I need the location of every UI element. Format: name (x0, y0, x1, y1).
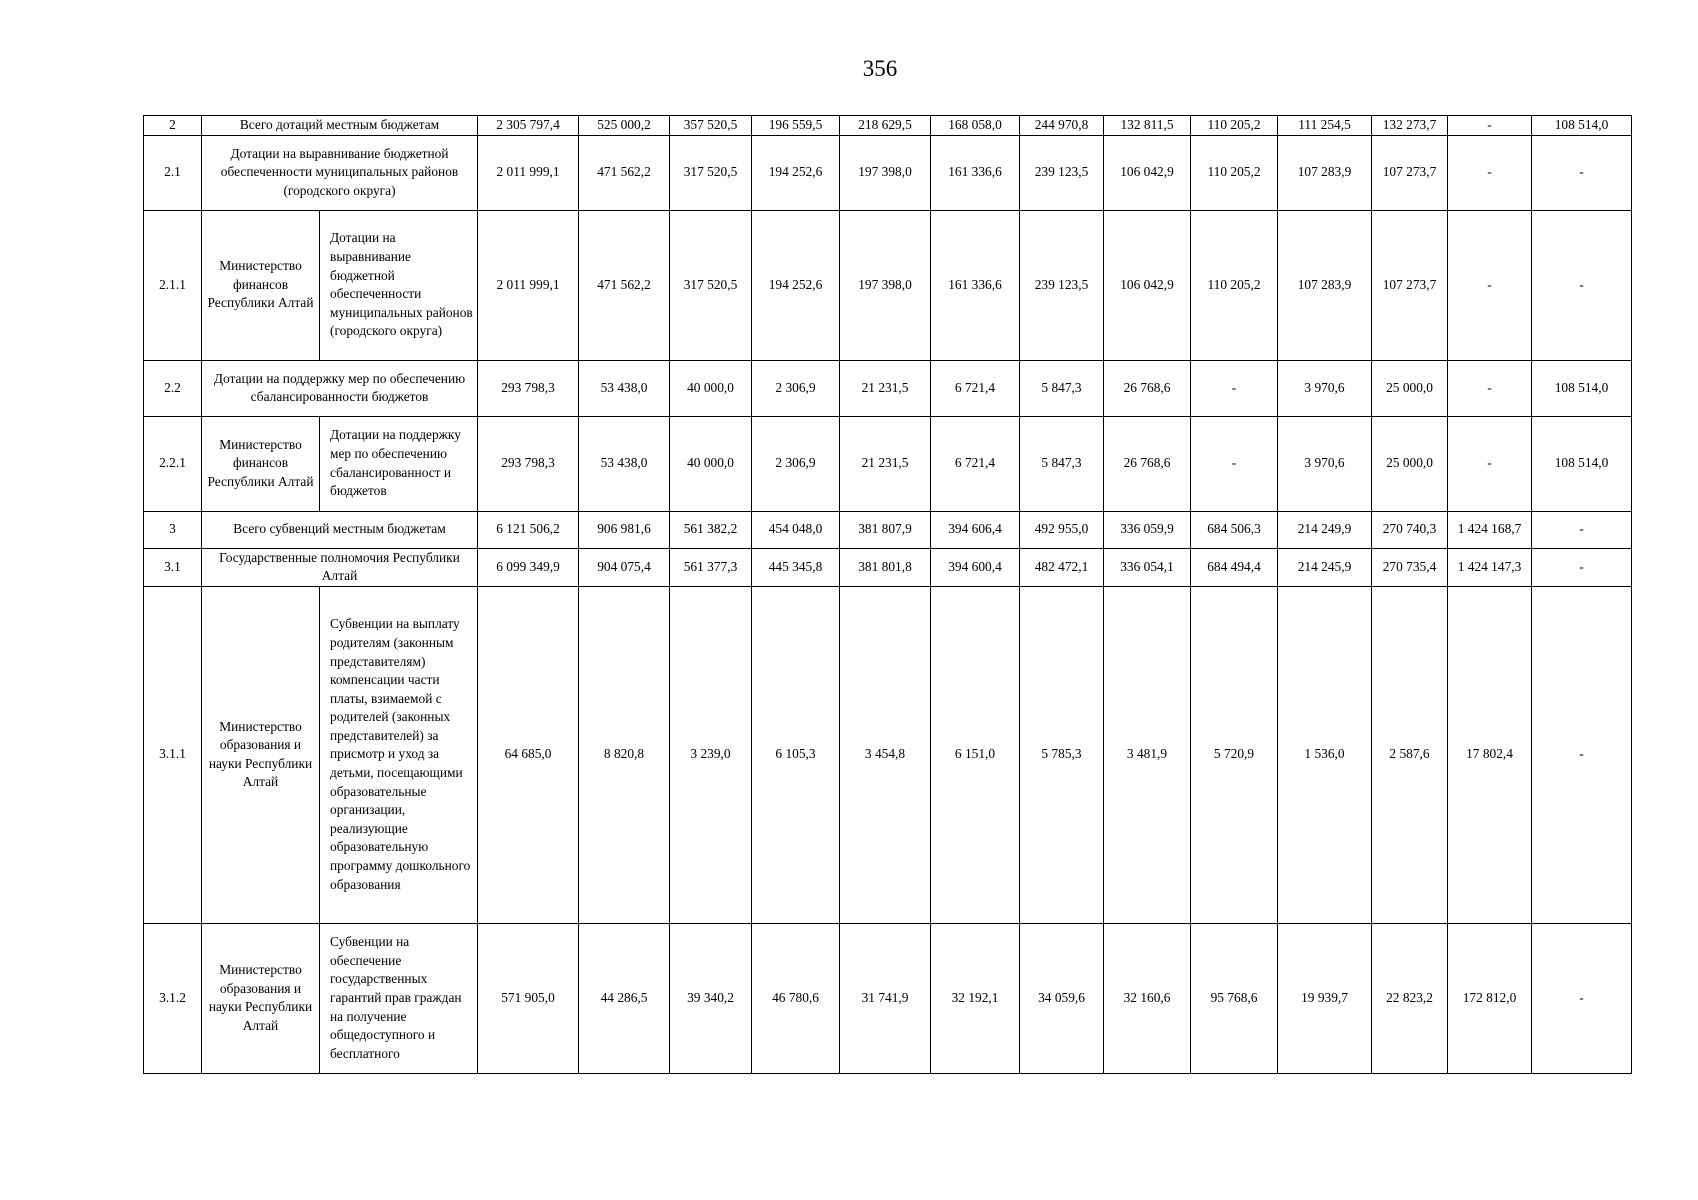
row-code: 2.1.1 (144, 210, 202, 360)
value-cell: 44 286,5 (579, 923, 670, 1073)
value-cell: 26 768,6 (1104, 416, 1191, 511)
value-cell: 1 424 168,7 (1448, 511, 1532, 548)
value-cell: 107 273,7 (1372, 135, 1448, 210)
value-cell: 3 239,0 (670, 586, 752, 923)
row-name: Дотации на поддержку мер по обеспечению сбалансированности бюджетов (202, 360, 478, 416)
value-cell: 108 514,0 (1532, 416, 1632, 511)
table-row (144, 416, 1632, 511)
table-row (144, 586, 1632, 923)
value-cell: 218 629,5 (840, 116, 931, 136)
row-name: Субвенции на обеспечение государственных гарантий прав граждан на получение общедоступного и бесплатного (320, 923, 478, 1073)
value-cell: 31 741,9 (840, 923, 931, 1073)
value-cell: - (1448, 210, 1532, 360)
value-cell: 293 798,3 (478, 360, 579, 416)
value-cell: 3 481,9 (1104, 586, 1191, 923)
table-row (144, 116, 1632, 136)
value-cell: 106 042,9 (1104, 210, 1191, 360)
page-number: 356 (862, 56, 898, 81)
row-name: Государственные полномочия Республики Алтай (202, 548, 478, 586)
value-cell: 471 562,2 (579, 210, 670, 360)
value-cell: 111 254,5 (1278, 116, 1372, 136)
value-cell: 6 105,3 (752, 586, 840, 923)
value-cell: 34 059,6 (1020, 923, 1104, 1073)
value-cell: 239 123,5 (1020, 135, 1104, 210)
value-cell: 110 205,2 (1191, 116, 1278, 136)
row-name: Всего дотаций местным бюджетам (202, 116, 478, 136)
value-cell: 6 721,4 (931, 360, 1020, 416)
value-cell: 293 798,3 (478, 416, 579, 511)
value-cell: 561 377,3 (670, 548, 752, 586)
row-code: 2.1 (144, 135, 202, 210)
value-cell: - (1448, 416, 1532, 511)
value-cell: 110 205,2 (1191, 135, 1278, 210)
value-cell: 46 780,6 (752, 923, 840, 1073)
value-cell: - (1448, 116, 1532, 136)
table-row (144, 923, 1632, 1073)
value-cell: 25 000,0 (1372, 360, 1448, 416)
value-cell: 2 305 797,4 (478, 116, 579, 136)
value-cell: 19 939,7 (1278, 923, 1372, 1073)
value-cell: - (1191, 360, 1278, 416)
value-cell: 454 048,0 (752, 511, 840, 548)
value-cell: - (1448, 135, 1532, 210)
value-cell: 492 955,0 (1020, 511, 1104, 548)
table-row (144, 548, 1632, 586)
value-cell: 904 075,4 (579, 548, 670, 586)
value-cell: 3 970,6 (1278, 360, 1372, 416)
row-name: Дотации на поддержку мер по обеспечению сбалансированност и бюджетов (320, 416, 478, 511)
row-code: 2.2 (144, 360, 202, 416)
value-cell: 394 606,4 (931, 511, 1020, 548)
value-cell: 2 011 999,1 (478, 210, 579, 360)
value-cell: - (1191, 416, 1278, 511)
value-cell: 32 192,1 (931, 923, 1020, 1073)
value-cell: 2 306,9 (752, 416, 840, 511)
value-cell: 6 099 349,9 (478, 548, 579, 586)
value-cell: 107 283,9 (1278, 210, 1372, 360)
value-cell: 5 847,3 (1020, 360, 1104, 416)
table-row (144, 210, 1632, 360)
value-cell: 21 231,5 (840, 360, 931, 416)
value-cell: 445 345,8 (752, 548, 840, 586)
row-code: 3 (144, 511, 202, 548)
value-cell: 8 820,8 (579, 586, 670, 923)
value-cell: 471 562,2 (579, 135, 670, 210)
value-cell: 194 252,6 (752, 210, 840, 360)
value-cell: 17 802,4 (1448, 586, 1532, 923)
value-cell: 561 382,2 (670, 511, 752, 548)
value-cell: 2 587,6 (1372, 586, 1448, 923)
value-cell: 32 160,6 (1104, 923, 1191, 1073)
row-code: 3.1.1 (144, 586, 202, 923)
value-cell: 5 785,3 (1020, 586, 1104, 923)
row-code: 3.1.2 (144, 923, 202, 1073)
row-ministry: Министерство образования и науки Республики Алтай (202, 586, 320, 923)
value-cell: - (1532, 135, 1632, 210)
value-cell: 196 559,5 (752, 116, 840, 136)
value-cell: 197 398,0 (840, 210, 931, 360)
row-code: 2.2.1 (144, 416, 202, 511)
value-cell: 108 514,0 (1532, 360, 1632, 416)
value-cell: 3 454,8 (840, 586, 931, 923)
row-name: Всего субвенций местным бюджетам (202, 511, 478, 548)
value-cell: 381 807,9 (840, 511, 931, 548)
value-cell: 110 205,2 (1191, 210, 1278, 360)
value-cell: 270 735,4 (1372, 548, 1448, 586)
value-cell: 107 273,7 (1372, 210, 1448, 360)
value-cell: 906 981,6 (579, 511, 670, 548)
value-cell: 214 245,9 (1278, 548, 1372, 586)
value-cell: 5 720,9 (1191, 586, 1278, 923)
value-cell: 53 438,0 (579, 360, 670, 416)
value-cell: 26 768,6 (1104, 360, 1191, 416)
value-cell: 2 011 999,1 (478, 135, 579, 210)
value-cell: 214 249,9 (1278, 511, 1372, 548)
value-cell: 381 801,8 (840, 548, 931, 586)
value-cell: - (1448, 360, 1532, 416)
value-cell: 482 472,1 (1020, 548, 1104, 586)
value-cell: 1 424 147,3 (1448, 548, 1532, 586)
value-cell: 525 000,2 (579, 116, 670, 136)
budget-table (143, 115, 1632, 1074)
table-row (144, 360, 1632, 416)
value-cell: 6 151,0 (931, 586, 1020, 923)
value-cell: 25 000,0 (1372, 416, 1448, 511)
row-code: 3.1 (144, 548, 202, 586)
value-cell: 3 970,6 (1278, 416, 1372, 511)
value-cell: 108 514,0 (1532, 116, 1632, 136)
value-cell: 317 520,5 (670, 210, 752, 360)
value-cell: 39 340,2 (670, 923, 752, 1073)
value-cell: 5 847,3 (1020, 416, 1104, 511)
value-cell: - (1532, 923, 1632, 1073)
row-name: Субвенции на выплату родителям (законным представителям) компенсации части платы, взимаемой с родителей (законных представителей) за присмотр и уход за детьми, посещающими образовательные организации, реализующие образовательную программу дошкольного образования (320, 586, 478, 923)
value-cell: - (1532, 548, 1632, 586)
value-cell: 1 536,0 (1278, 586, 1372, 923)
value-cell: 106 042,9 (1104, 135, 1191, 210)
value-cell: 40 000,0 (670, 360, 752, 416)
value-cell: 22 823,2 (1372, 923, 1448, 1073)
row-ministry: Министерство образования и науки Республики Алтай (202, 923, 320, 1073)
value-cell: 336 059,9 (1104, 511, 1191, 548)
table-row (144, 511, 1632, 548)
value-cell: 132 811,5 (1104, 116, 1191, 136)
row-ministry: Министерство финансов Республики Алтай (202, 416, 320, 511)
value-cell: 244 970,8 (1020, 116, 1104, 136)
value-cell: - (1532, 210, 1632, 360)
value-cell: 95 768,6 (1191, 923, 1278, 1073)
value-cell: 40 000,0 (670, 416, 752, 511)
row-ministry: Министерство финансов Республики Алтай (202, 210, 320, 360)
value-cell: 132 273,7 (1372, 116, 1448, 136)
value-cell: 357 520,5 (670, 116, 752, 136)
row-code: 2 (144, 116, 202, 136)
value-cell: 168 058,0 (931, 116, 1020, 136)
value-cell: 571 905,0 (478, 923, 579, 1073)
value-cell: 161 336,6 (931, 135, 1020, 210)
value-cell: 161 336,6 (931, 210, 1020, 360)
row-name: Дотации на выравнивание бюджетной обеспеченности муниципальных районов (городского округа) (202, 135, 478, 210)
value-cell: 21 231,5 (840, 416, 931, 511)
value-cell: 270 740,3 (1372, 511, 1448, 548)
value-cell: 684 494,4 (1191, 548, 1278, 586)
value-cell: 107 283,9 (1278, 135, 1372, 210)
value-cell: 394 600,4 (931, 548, 1020, 586)
value-cell: 2 306,9 (752, 360, 840, 416)
value-cell: 64 685,0 (478, 586, 579, 923)
value-cell: 6 121 506,2 (478, 511, 579, 548)
value-cell: 172 812,0 (1448, 923, 1532, 1073)
value-cell: 336 054,1 (1104, 548, 1191, 586)
value-cell: 317 520,5 (670, 135, 752, 210)
value-cell: 53 438,0 (579, 416, 670, 511)
value-cell: 197 398,0 (840, 135, 931, 210)
value-cell: 239 123,5 (1020, 210, 1104, 360)
value-cell: 194 252,6 (752, 135, 840, 210)
value-cell: - (1532, 511, 1632, 548)
value-cell: - (1532, 586, 1632, 923)
value-cell: 6 721,4 (931, 416, 1020, 511)
value-cell: 684 506,3 (1191, 511, 1278, 548)
row-name: Дотации на выравнивание бюджетной обеспеченности муниципальных районов (городского округа) (320, 210, 478, 360)
table-row (144, 135, 1632, 210)
